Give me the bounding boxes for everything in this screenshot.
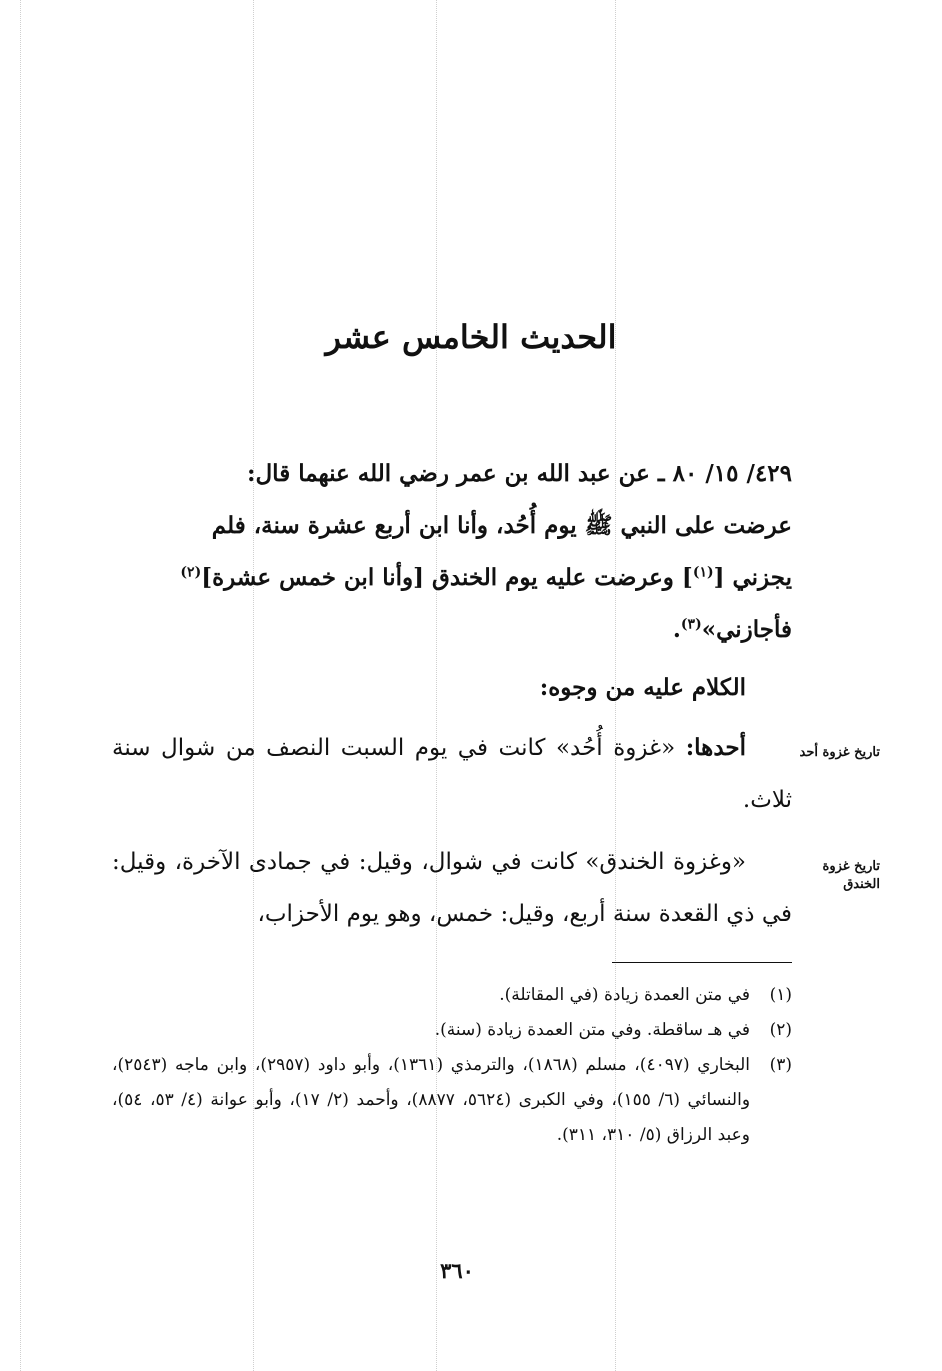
section-heading [112, 662, 792, 714]
footnote-text: في متن العمدة زيادة (في المقاتلة). [499, 985, 750, 1005]
hadith-text [112, 448, 792, 656]
paragraph-label: أحدها: [685, 734, 746, 761]
footnote-item [112, 1013, 792, 1048]
footnote-ref-3[interactable]: (٣) [680, 616, 702, 633]
page-number: ٣٦٠ [440, 1258, 474, 1283]
margin-note-uhud: تاريخ غزوة أحد [799, 745, 880, 760]
section-heading-text: الكلام عليه من وجوه: [539, 674, 746, 701]
footnote-ref-1[interactable]: (١) [692, 564, 714, 581]
footnote-text: البخاري (٤٠٩٧)، مسلم (١٨٦٨)، والترمذي (١٣٦١)، وأبو داود (٢٩٥٧)، وابن ماجه (٢٥٤٣)، والنسائي (٦/ ١٥٥)، وفي الكبرى (٥٦٢٤، ٨٨٧٧)، وأحمد (٢/ ١٧)، وأبو عوانة (٤/ ٥٣، ٥٤)، وعبد الرزاق (٥/ ٣١٠، ٣١١). [112, 1055, 751, 1145]
paragraph-text: «غزوة أُحُد» كانت في يوم السبت النصف من شوال سنة ثلاث. [112, 735, 792, 813]
footnote-ref-2[interactable]: (٢) [180, 564, 202, 581]
footnote-item [112, 978, 792, 1013]
hadith-line: ] وعرضت عليه يوم الخندق [وأنا ابن خمس عشرة] [201, 564, 693, 591]
margin-note-khandaq: تاريخ غزوة الخندق [822, 859, 880, 892]
hadith-line: عرضت على النبي ﷺ يوم أُحُد، وأنا ابن أربع عشرة سنة، فلم [211, 512, 792, 539]
hadith-line: . [672, 616, 681, 643]
footnote-number: (١) [769, 985, 792, 1005]
paragraph-text: «وغزوة الخندق» كانت في شوال، وقيل: في جمادى الآخرة، وقيل: في ذي القعدة سنة أربع، وقيل: خمس، وهو يوم الأحزاب، [112, 849, 792, 927]
paragraph-uhud [112, 722, 792, 826]
paragraph-khandaq [112, 836, 792, 940]
scan-guide-line [20, 0, 21, 1371]
footnotes [112, 978, 792, 1153]
footnote-number: (٢) [769, 1020, 792, 1040]
hadith-line: فأجازني» [701, 616, 792, 643]
footnote-item [112, 1048, 792, 1153]
chapter-title: الحديث الخامس عشر [325, 318, 617, 356]
footnote-number: (٣) [769, 1055, 792, 1075]
footnote-text: في هـ ساقطة. وفي متن العمدة زيادة (سنة). [434, 1020, 750, 1040]
hadith-line: يجزني [ [713, 564, 792, 591]
footnote-separator [612, 962, 792, 963]
hadith-lead: ٤٢٩/ ١٥/ ٨٠ ـ عن عبد الله بن عمر رضي الله عنهما قال: [246, 460, 792, 487]
